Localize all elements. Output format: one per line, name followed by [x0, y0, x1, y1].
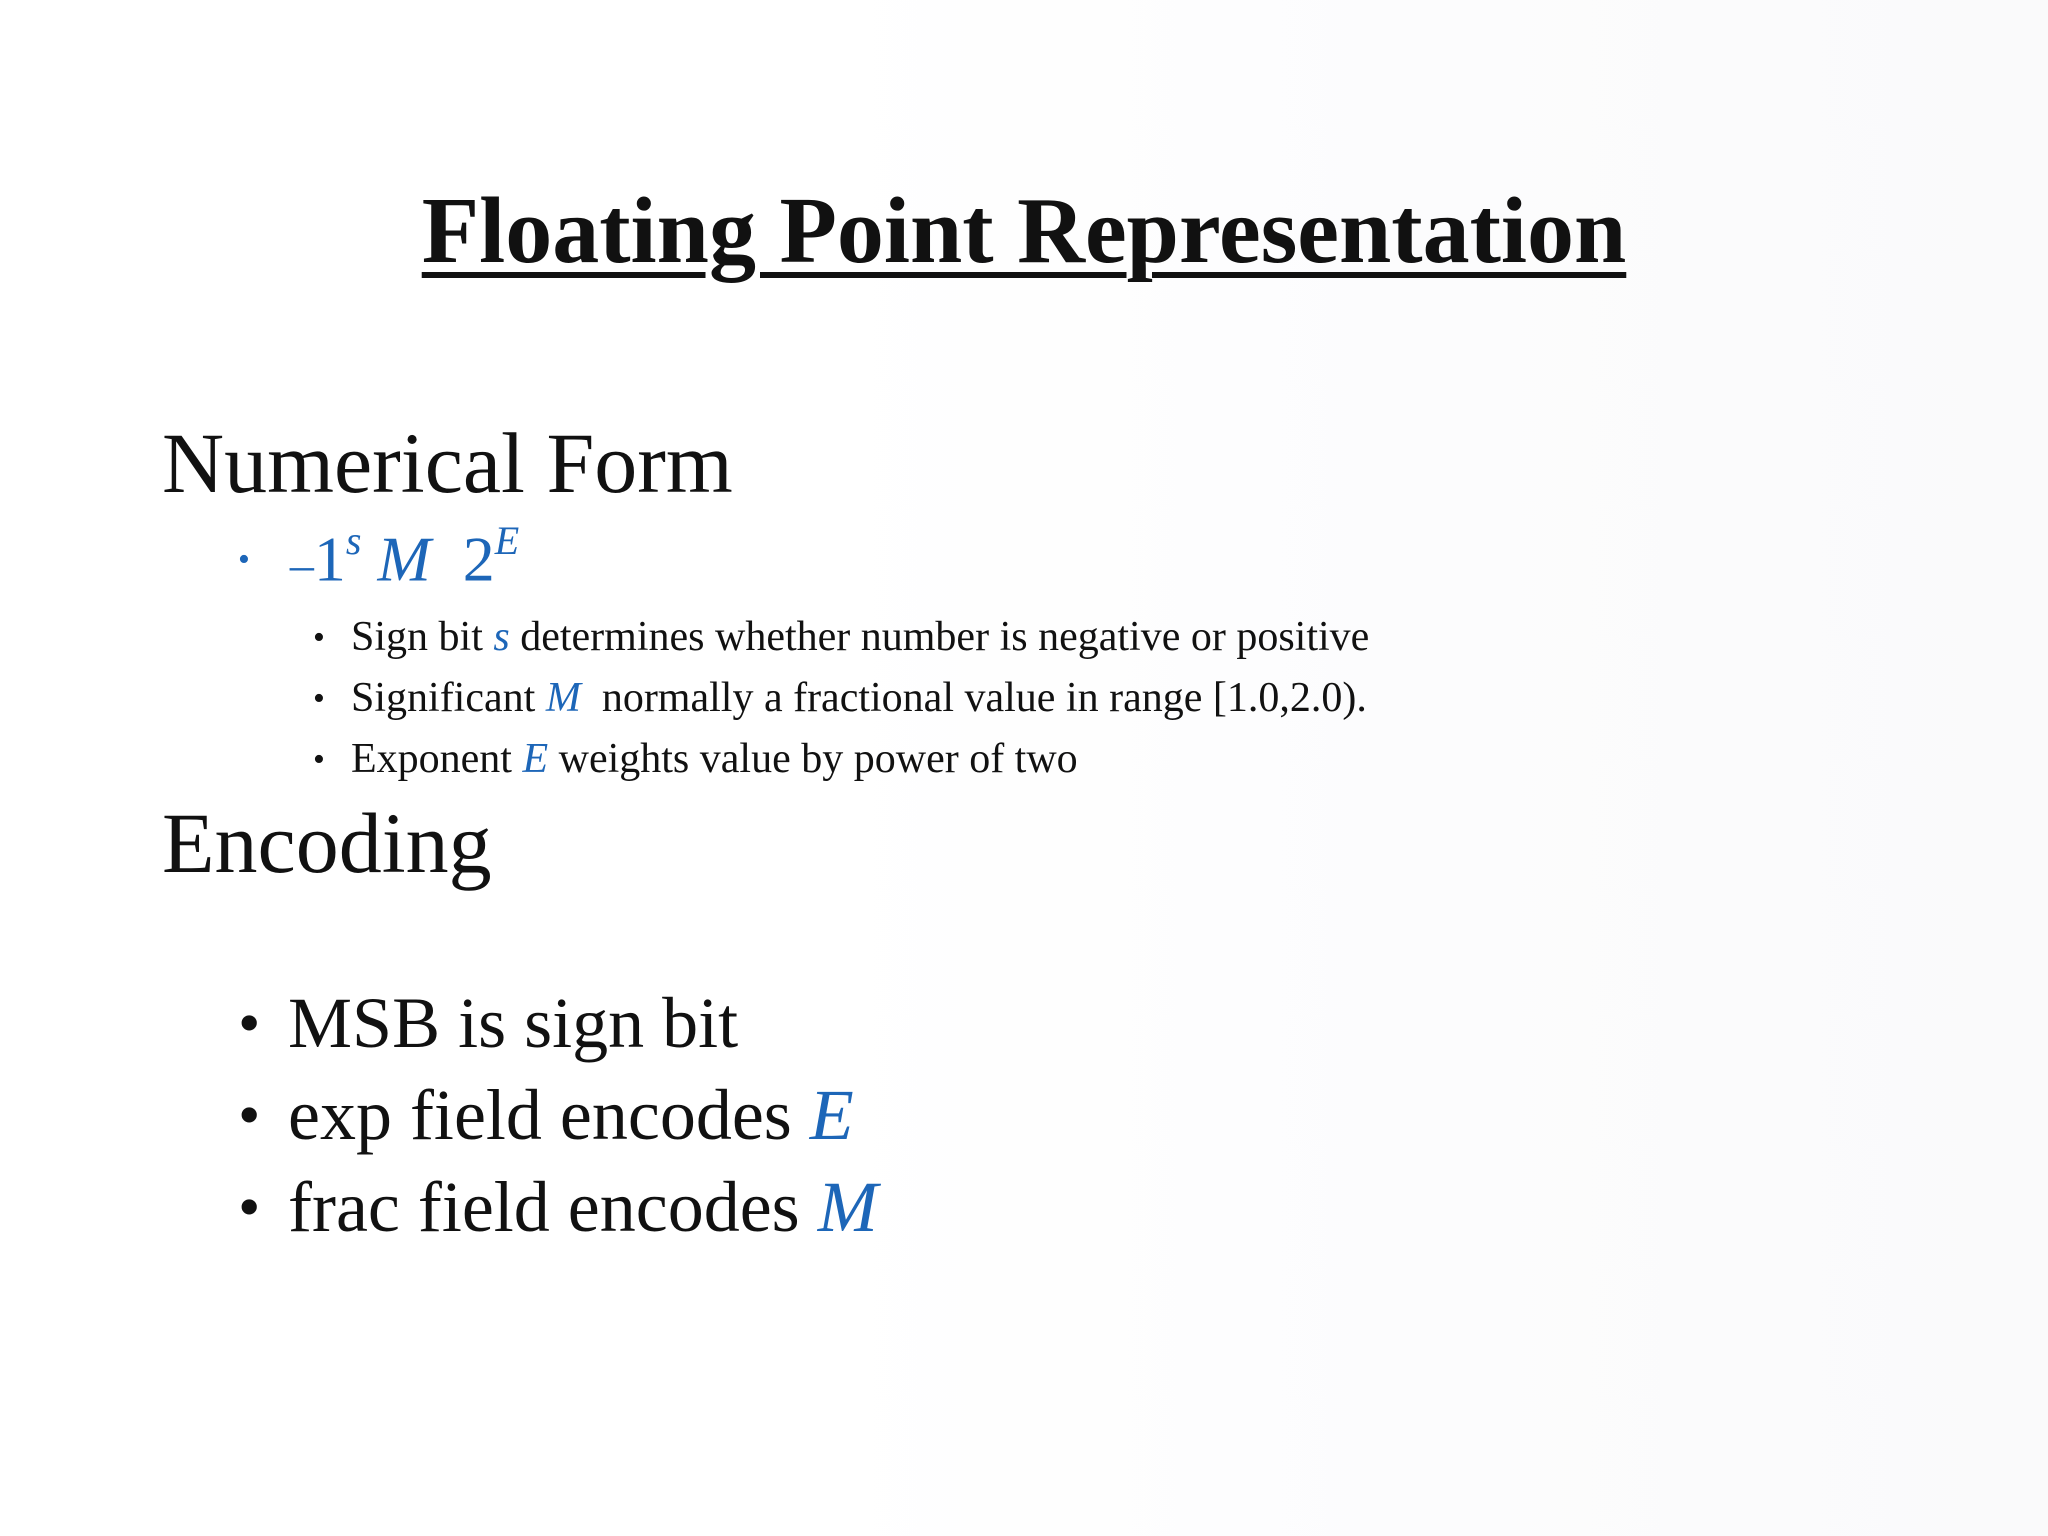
- formula-exponent: E: [494, 518, 520, 563]
- list-item: [313, 668, 1369, 729]
- list-item: [313, 607, 1369, 668]
- item-variable: s: [493, 614, 510, 660]
- numerical-form-heading: Numerical Form: [162, 415, 733, 511]
- list-item: [238, 977, 878, 1069]
- numerical-form-list: [313, 607, 1369, 790]
- formula-minus: –: [289, 538, 314, 592]
- item-text: Significant: [351, 675, 546, 721]
- item-variable: E: [522, 736, 549, 782]
- slide-title: Floating Point Representation: [421, 179, 1627, 283]
- list-item: [238, 1069, 878, 1161]
- formula-base: 1: [313, 523, 346, 595]
- item-variable: E: [809, 1075, 854, 1155]
- formula-bullet: •: [238, 540, 250, 578]
- encoding-heading: Encoding: [162, 795, 492, 891]
- item-text: normally a fractional value in range [1.0,2.0).: [580, 675, 1367, 721]
- list-item: [238, 1161, 878, 1253]
- formula-two: 2: [462, 523, 495, 595]
- item-text: Exponent: [351, 736, 523, 782]
- formula-sign-exponent: s: [345, 518, 362, 563]
- item-text: frac field encodes: [288, 1167, 818, 1247]
- item-variable: M: [817, 1167, 878, 1247]
- item-variable: M: [545, 675, 581, 721]
- formula: [238, 518, 520, 595]
- item-text: Sign bit: [351, 614, 494, 660]
- item-text: weights value by power of two: [548, 736, 1078, 782]
- list-item: [313, 729, 1369, 790]
- encoding-list: [238, 977, 878, 1253]
- item-text: MSB is sign bit: [288, 983, 739, 1063]
- item-text: exp field encodes: [288, 1075, 810, 1155]
- formula-mantissa: M: [377, 523, 431, 595]
- item-text: determines whether number is negative or positive: [509, 614, 1370, 660]
